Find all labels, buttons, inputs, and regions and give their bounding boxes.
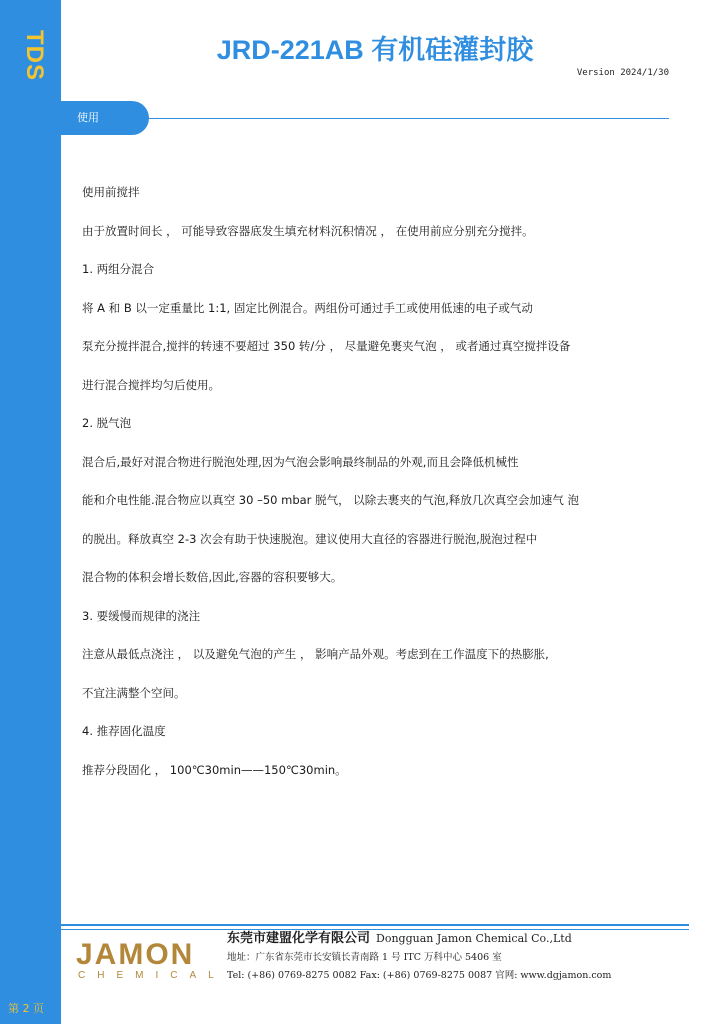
body-line: 3. 要缓慢而规律的浇注	[82, 608, 201, 623]
page-number: 第 2 页	[8, 1002, 44, 1015]
body-line: 能和介电性能.混合物应以真空 30 –50 mbar 脱气， 以除去裹夹的气泡,释放几次真空会加速气 泡	[82, 493, 580, 507]
body-line: 泵充分搅拌混合,搅拌的转速不要超过 350 转/分 ， 尽量避免裹夹气泡 ， 或者通过真空搅拌设备	[82, 339, 571, 353]
version-text: Version 2024/1/30	[576, 68, 669, 78]
section-divider	[149, 118, 669, 119]
section-tab-usage: 使用	[61, 101, 149, 135]
company-address: 地址：广东省东莞市长安镇长青南路 1 号 ITC 万科中心 5406 室	[227, 952, 502, 963]
company-info	[227, 930, 611, 985]
body-line: 2. 脱气泡	[82, 416, 132, 430]
tds-label: TDS	[21, 30, 48, 81]
footer-divider	[61, 924, 689, 926]
body-line: 由于放置时间长 ， 可能导致容器底发生填充材料沉积情况 ， 在使用前应分别充分搅拌。	[82, 223, 534, 238]
body-line: 4. 推荐固化温度	[82, 724, 166, 738]
body-content	[82, 178, 662, 794]
body-line: 推荐分段固化 ， 100℃30min——150℃30min。	[82, 762, 347, 777]
body-line: 1. 两组分混合	[82, 262, 155, 276]
company-logo	[76, 938, 226, 990]
logo-wordmark: JAMON	[76, 938, 195, 971]
body-line: 注意从最低点浇注 ， 以及避免气泡的产生 ， 影响产品外观。考虑到在工作温度下的热膨胀,	[82, 647, 549, 661]
body-line: 将 A 和 B 以一定重量比 1:1, 固定比例混合。两组份可通过手工或使用低速的电子或气动	[82, 300, 533, 315]
company-contact: Tel: (+86) 0769-8275 0082 Fax: (+86) 0769-8275 0087 官网: www.dgjamon.com	[227, 970, 612, 981]
document-title: JRD-221AB 有机硅灌封胶	[216, 35, 534, 65]
company-name-cn: 东莞市建盟化学有限公司	[227, 931, 371, 946]
company-name-en: Dongguan Jamon Chemical Co.,Ltd	[376, 932, 572, 945]
body-line: 不宜注满整个空间。	[82, 685, 186, 700]
left-sidebar	[0, 0, 61, 1024]
body-line: 混合后,最好对混合物进行脱泡处理,因为气泡会影响最终制品的外观,而且会降低机械性	[82, 454, 519, 469]
body-line: 使用前搅拌	[82, 185, 140, 199]
logo-subtitle: CHEMICAL	[78, 970, 226, 981]
body-line: 混合物的体积会增长数倍,因此,容器的容积要够大。	[82, 570, 343, 584]
body-line: 进行混合搅拌均匀后使用。	[82, 377, 220, 392]
body-line: 的脱出。释放真空 2-3 次会有助于快速脱泡。建议使用大直径的容器进行脱泡,脱泡过程中	[82, 531, 538, 546]
